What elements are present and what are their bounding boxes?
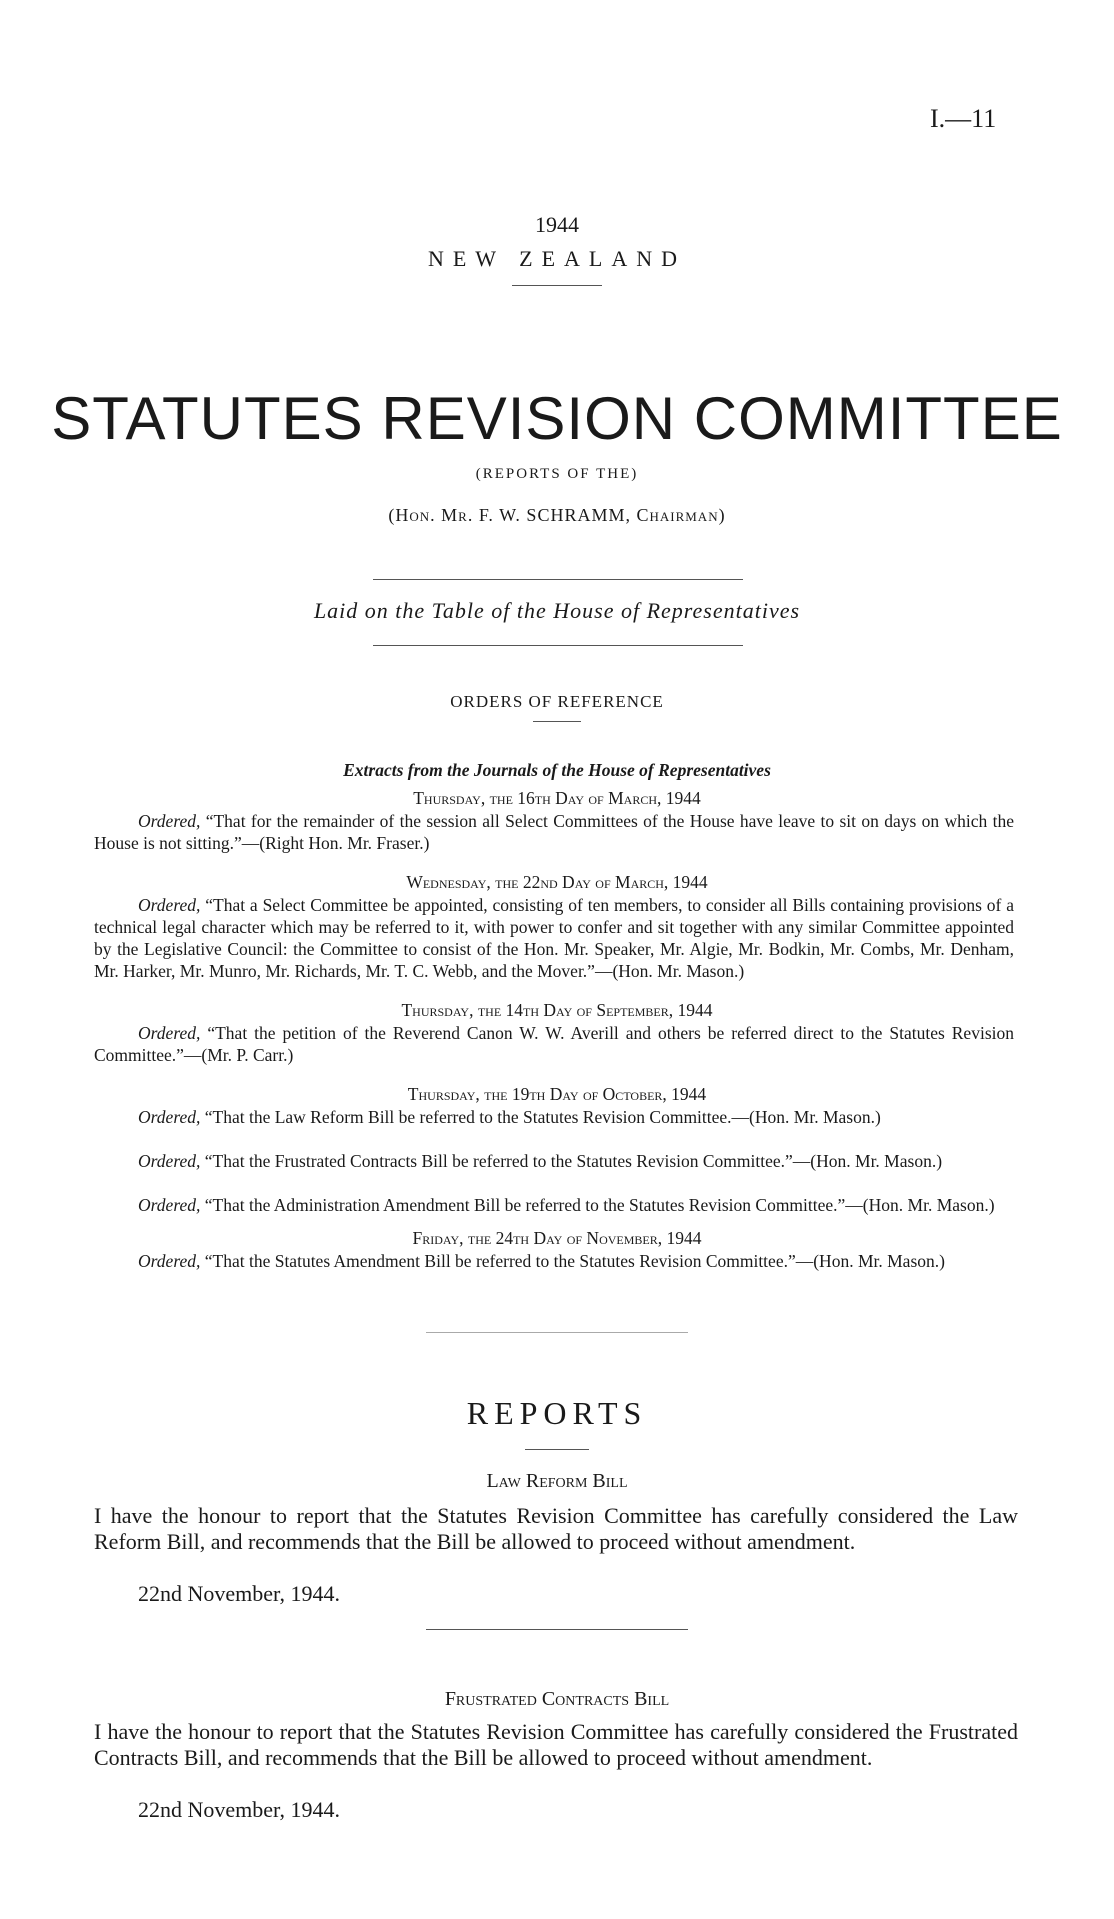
report-title: Law Reform Bill (486, 1470, 628, 1492)
order-entry: Ordered, “That the Law Reform Bill be referred to the Statutes Revision Committee.—(Hon. Mr. Mason.) (138, 1107, 881, 1127)
chairman-line: (Hon. Mr. F. W. SCHRAMM, Chairman) (388, 505, 726, 525)
entry-date: Thursday, the 14th Day of September, 1944 (401, 1000, 713, 1020)
divider (373, 579, 743, 580)
order-entry: Ordered, “That the Administration Amendment Bill be referred to the Statutes Revision Committee.”—(Hon. Mr. Mason.) (138, 1195, 995, 1215)
order-entry: Ordered, “That the Statutes Amendment Bill be referred to the Statutes Revision Committee.”—(Hon. Mr. Mason.) (138, 1251, 945, 1271)
divider (426, 1629, 688, 1630)
order-entry: Ordered, “That the Frustrated Contracts Bill be referred to the Statutes Revision Committee.”—(Hon. Mr. Mason.) (138, 1151, 943, 1171)
order-entry: Ordered, “That the petition of the Reverend Canon W. W. Averill and others be referred direct to the Statutes Revision Committee.”—(Mr. P. Carr.) (94, 1023, 1014, 1065)
divider (373, 645, 743, 646)
divider (525, 1449, 589, 1450)
document-subtitle: (REPORTS OF THE) (475, 466, 639, 482)
entry-date: Wednesday, the 22nd Day of March, 1944 (406, 872, 708, 892)
report-date: 22nd November, 1944. (138, 1797, 340, 1822)
section-heading-reports: REPORTS (466, 1395, 648, 1431)
entry-date: Thursday, the 19th Day of October, 1944 (407, 1084, 707, 1104)
report-body: I have the honour to report that the Statutes Revision Committee has carefully considered the Frustrated Contracts Bill, and recommends that the Bill be allowed to proceed without amendment. (94, 1719, 1018, 1770)
document-title: STATUTES REVISION COMMITTEE (51, 385, 1063, 452)
entry-date: Thursday, the 16th Day of March, 1944 (413, 788, 701, 808)
page-reference: I.—11 (930, 104, 997, 133)
divider (512, 285, 602, 286)
divider (533, 721, 581, 722)
order-entry: Ordered, “That a Select Committee be appointed, consisting of ten members, to consider all Bills containing provisions of a technical legal character which may be referred to it, with power to confer and sit together with any similar Committee appointed by the Legislative Council: the Committee to consist of the Hon. Mr. Speaker, Mr. Algie, Mr. Bodkin, Mr. Combs, Mr. Denham, Mr. Harker, Mr. Munro, Mr. Richards, Mr. T. C. Webb, and the Mover.”—(Hon. Mr. Mason.) (94, 895, 1014, 981)
laid-on-table: Laid on the Table of the House of Representatives (313, 598, 801, 623)
order-entry: Ordered, “That for the remainder of the session all Select Committees of the House have leave to sit on days on which the House is not sitting.”—(Right Hon. Mr. Fraser.) (94, 811, 1014, 853)
report-title: Frustrated Contracts Bill (444, 1688, 670, 1710)
divider (426, 1332, 688, 1333)
report-body: I have the honour to report that the Statutes Revision Committee has carefully considered the Law Reform Bill, and recommends that the Bill be allowed to proceed without amendment. (94, 1503, 1018, 1554)
report-date: 22nd November, 1944. (138, 1581, 340, 1606)
entry-date: Friday, the 24th Day of November, 1944 (412, 1228, 702, 1248)
year: 1944 (535, 212, 579, 237)
country-heading: NEW ZEALAND (427, 246, 687, 271)
section-heading-orders: ORDERS OF REFERENCE (450, 692, 664, 711)
extracts-heading: Extracts from the Journals of the House of Representatives (343, 760, 771, 780)
